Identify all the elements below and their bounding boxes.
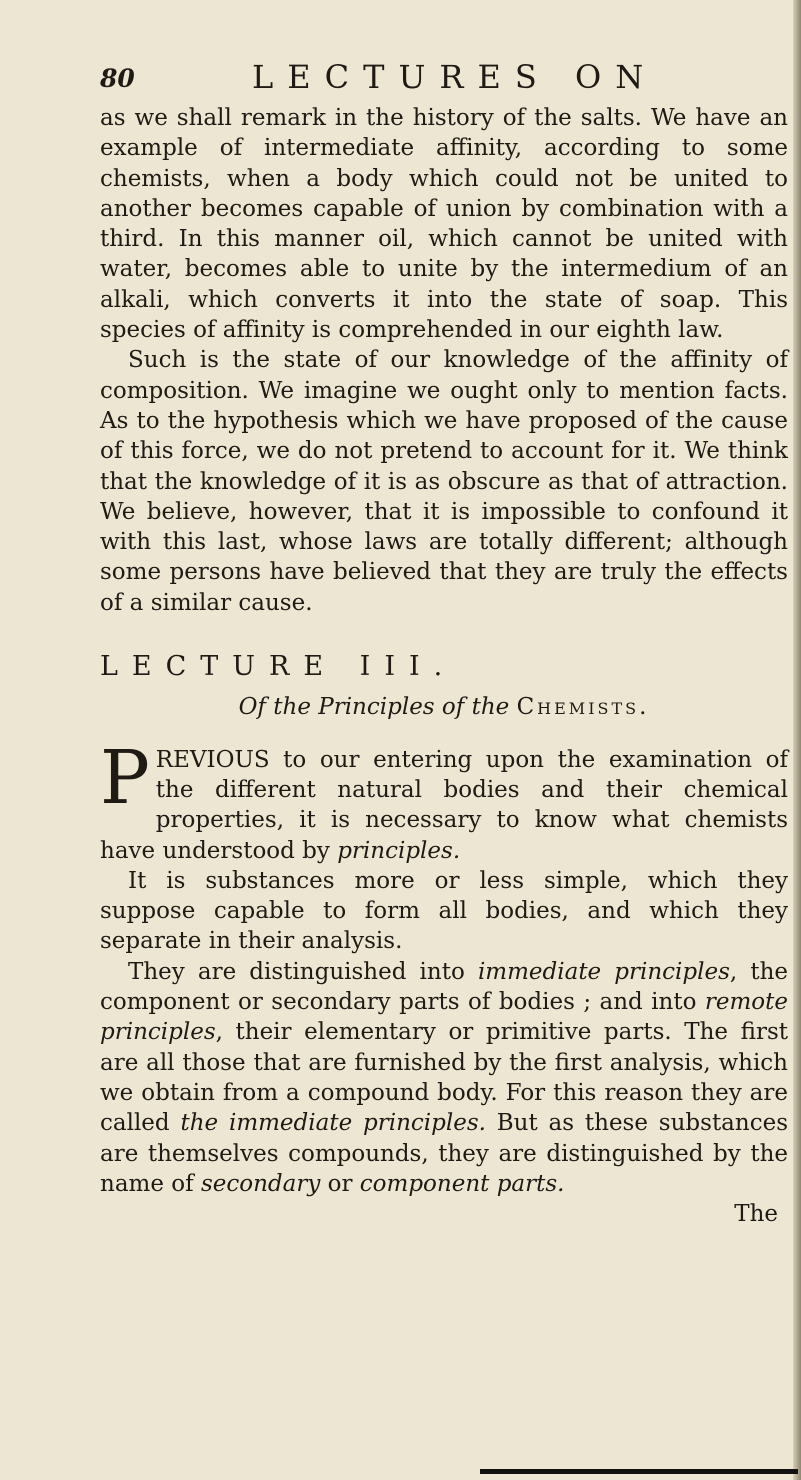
drop-capital: P — [100, 734, 150, 821]
text-segment: , the component or secondary parts of bodies ; and into — [100, 958, 788, 1016]
immediate-principles-term: immediate principles — [477, 958, 730, 985]
principles-term: principles. — [337, 837, 461, 864]
paragraph-state-of-knowledge: Such is the state of our knowledge of the affinity of composition. We imagine we ought only to mention facts. As to the hypothesis which we have proposed of the cause of this force, we do not pretend to account for it. We think that the knowledge of it is as obscure as that of attraction. We believe, however, that it is impossible to confound it with this last, whose laws are totally different; although some persons have believed that they are truly the effects of a similar cause. — [100, 347, 788, 616]
remote-principles-term: remote principles — [100, 989, 788, 1046]
text-segment: They are distinguished into — [128, 958, 478, 985]
running-title: LECTURES ON — [252, 58, 658, 96]
paragraph-previous — [100, 734, 788, 866]
lecture-heading: LECTURE III. — [100, 651, 457, 683]
text-segment: or — [320, 1170, 360, 1197]
text-segment: But as these substances are themselves compounds, they are distinguished by the name of — [100, 1110, 789, 1197]
lecture-subheading — [100, 692, 788, 722]
paragraph-substances: It is substances more or less simple, which they suppose capable to form all bodies, and which they separate in their analysis. — [100, 867, 788, 955]
page-edge — [793, 0, 801, 1480]
paragraph-distinguished — [100, 957, 788, 1199]
component-parts-term: component parts. — [359, 1170, 565, 1197]
subheading-caps: Chemists. — [516, 694, 650, 721]
paragraph-previous-text: REVIOUS to our entering upon the examination of the different natural bodies and their chemical properties, it is necessary to know what chemists have understood by — [100, 746, 788, 864]
bottom-rule — [480, 1469, 798, 1474]
page-number: 80 — [100, 64, 135, 93]
paragraph-affinity-example: as we shall remark in the history of the salts. We have an example of intermediate affinity, according to some chemists, when a body which could not be united to another becomes capable of union by combination with a third. In this manner oil, which cannot be united with water, becomes able to unite by the intermedium of an alkali, which converts it into the state of soap. This species of affinity is comprehended in our eighth law. — [100, 105, 788, 344]
subheading-italic: Of the Principles of the — [238, 694, 510, 721]
secondary-term: secondary — [200, 1170, 321, 1197]
page-text — [100, 103, 788, 1229]
catchword: The — [734, 1201, 778, 1228]
immediate-principles-term-2: the immediate principles. — [180, 1110, 486, 1137]
page-header — [100, 58, 740, 98]
text-segment: , their elementary or primitive parts. The first are all those that are furnished by the first analysis, which we obtain from a compound body. For this reason they are called — [100, 1019, 788, 1137]
